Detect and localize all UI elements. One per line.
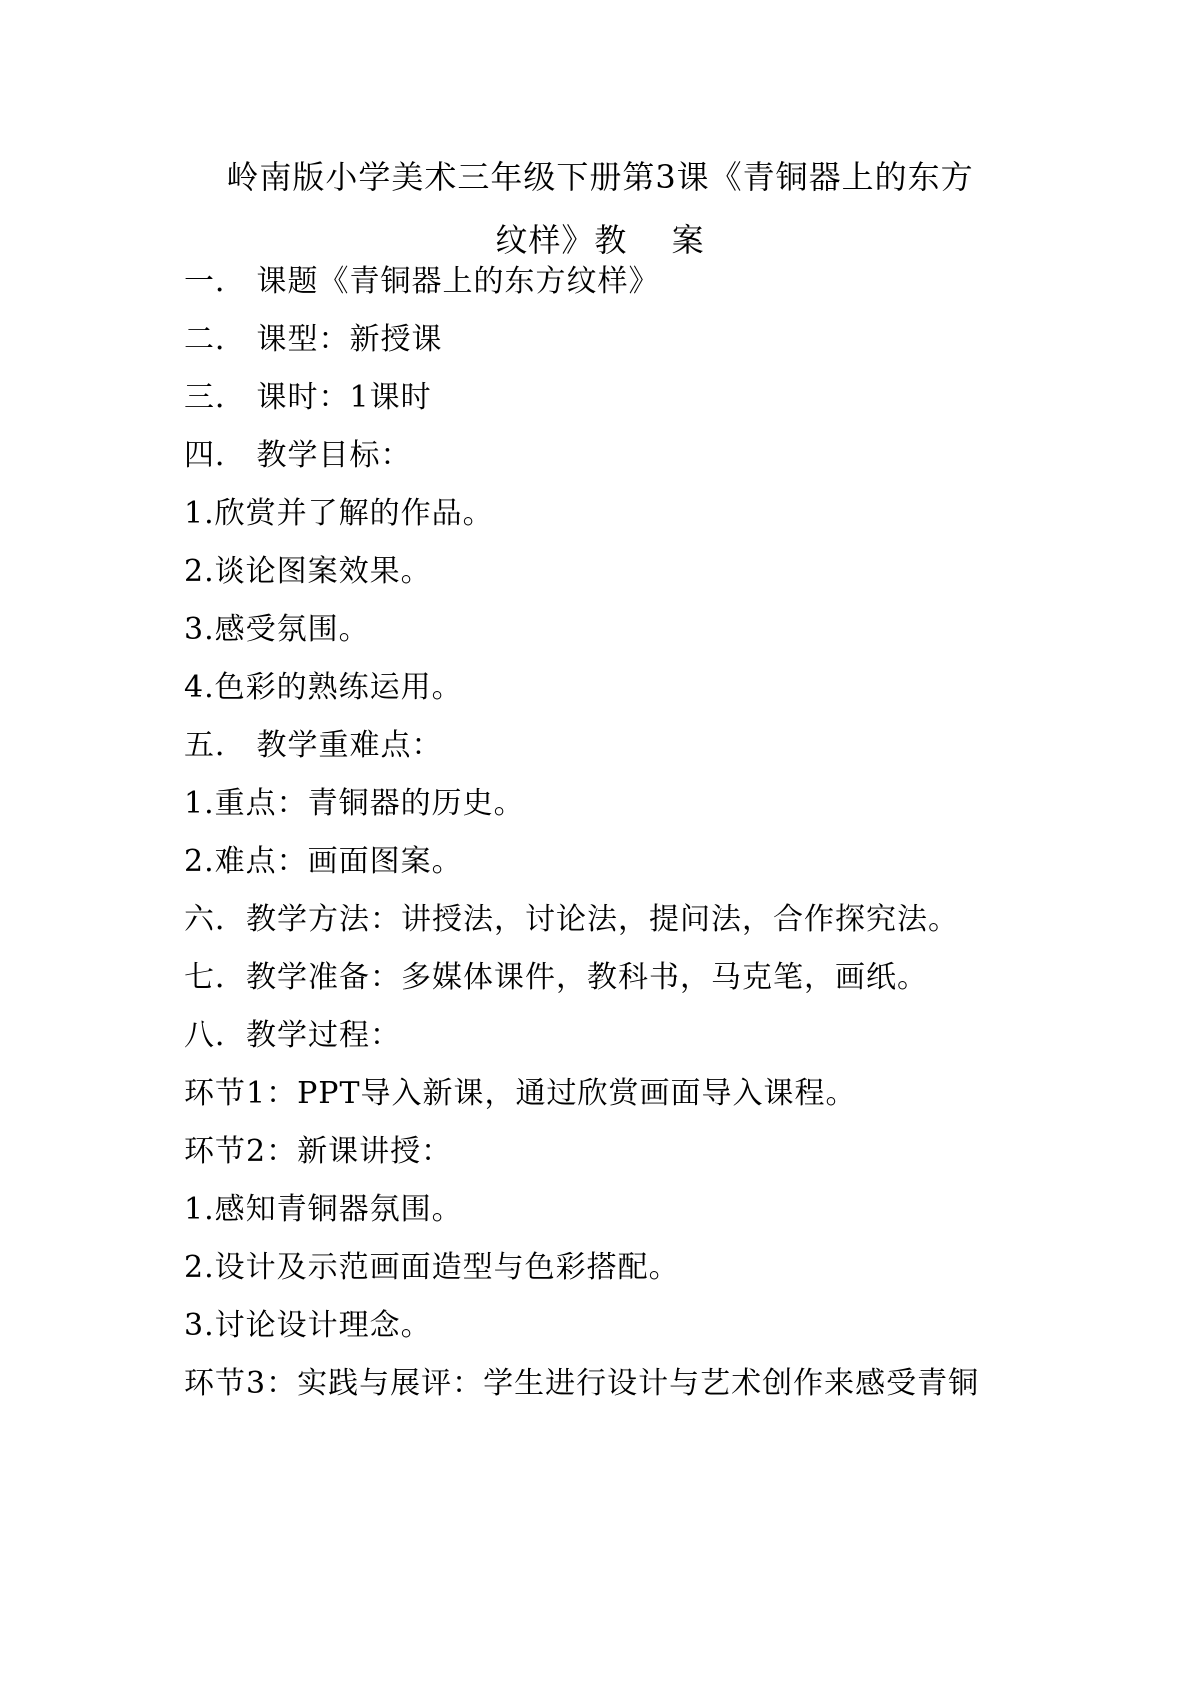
section-teaching-preparation: 七．教学准备：多媒体课件，教科书，马克笔，画纸。 bbox=[184, 960, 928, 995]
document-title-line-2: 纹样》教 案 bbox=[495, 221, 705, 259]
section-teaching-methods: 六．教学方法：讲授法，讨论法，提问法，合作探究法。 bbox=[184, 902, 959, 937]
key-point-item-1: 1.重点：青铜器的历史。 bbox=[184, 786, 525, 821]
process-step-1: 环节1：PPT导入新课，通过欣赏画面导入课程。 bbox=[184, 1076, 857, 1111]
document-title-line-1: 岭南版小学美术三年级下册第3课《青铜器上的东方 bbox=[226, 158, 974, 196]
section-lesson-type: 二． 课型：新授课 bbox=[184, 322, 443, 357]
process-substep-3: 3.讨论设计理念。 bbox=[184, 1308, 432, 1343]
goal-item-2: 2.谈论图案效果。 bbox=[184, 554, 432, 589]
section-class-hours: 三． 课时：1课时 bbox=[184, 380, 432, 415]
goal-item-4: 4.色彩的熟练运用。 bbox=[184, 670, 463, 705]
section-teaching-process: 八．教学过程： bbox=[184, 1018, 401, 1053]
key-point-item-2: 2.难点：画面图案。 bbox=[184, 844, 463, 879]
goal-item-3: 3.感受氛围。 bbox=[184, 612, 370, 647]
process-substep-1: 1.感知青铜器氛围。 bbox=[184, 1192, 463, 1227]
section-teaching-goals: 四． 教学目标： bbox=[184, 438, 412, 473]
process-step-2: 环节2：新课讲授： bbox=[184, 1134, 453, 1169]
section-topic: 一． 课题《青铜器上的东方纹样》 bbox=[184, 264, 660, 299]
section-key-points: 五． 教学重难点： bbox=[184, 728, 443, 763]
process-step-3: 环节3：实践与展评：学生进行设计与艺术创作来感受青铜 bbox=[184, 1366, 980, 1401]
process-substep-2: 2.设计及示范画面造型与色彩搭配。 bbox=[184, 1250, 680, 1285]
goal-item-1: 1.欣赏并了解的作品。 bbox=[184, 496, 494, 531]
